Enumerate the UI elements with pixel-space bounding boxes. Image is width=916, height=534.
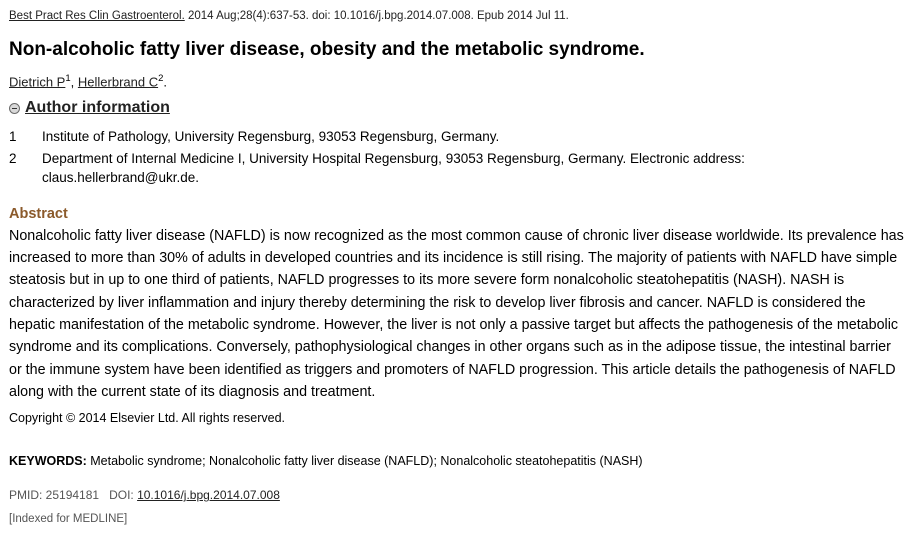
author-separator: . bbox=[163, 74, 168, 90]
affiliation-number: 1 bbox=[9, 129, 17, 145]
citation-details: 2014 Aug;28(4):637-53. doi: 10.1016/j.bpg.2014.07.008. Epub 2014 Jul 11. bbox=[184, 10, 569, 22]
list-item bbox=[9, 149, 905, 188]
article-title: Non-alcoholic fatty liver disease, obesity and the metabolic syndrome. bbox=[9, 39, 645, 60]
author-link-dietrich[interactable]: Dietrich P bbox=[9, 74, 66, 90]
author-link-hellerbrand[interactable]: Hellerbrand C bbox=[77, 74, 159, 90]
citation-line bbox=[9, 9, 905, 23]
affiliation-list bbox=[9, 127, 905, 188]
affiliation-number: 2 bbox=[9, 150, 17, 166]
doi-label: DOI: bbox=[109, 488, 138, 503]
keywords-text: Metabolic syndrome; Nonalcoholic fatty liver disease (NAFLD); Nonalcoholic steatohepatitis (NASH) bbox=[86, 454, 643, 469]
abstract-heading: Abstract bbox=[9, 205, 68, 222]
author-info-toggle[interactable] bbox=[9, 98, 905, 118]
author-list bbox=[9, 71, 905, 90]
copyright-notice: Copyright © 2014 Elsevier Ltd. All rights reserved. bbox=[9, 411, 286, 426]
list-item bbox=[9, 127, 905, 147]
affiliation-text: Institute of Pathology, University Regensburg, 93053 Regensburg, Germany. bbox=[42, 129, 500, 145]
minus-circle-icon[interactable] bbox=[9, 103, 20, 114]
keywords-label: KEYWORDS: bbox=[9, 454, 87, 469]
author-info-label[interactable]: Author information bbox=[25, 99, 170, 117]
indexed-note: [Indexed for MEDLINE] bbox=[9, 513, 128, 526]
keywords-line bbox=[9, 453, 905, 469]
abstract-page bbox=[9, 0, 905, 526]
affiliation-text: Department of Internal Medicine I, University Hospital Regensburg, 93053 Regensburg, Germany. Electronic address: claus.hellerbrand@ukr.de. bbox=[42, 150, 745, 186]
author-separator: , bbox=[70, 74, 78, 90]
abstract-body: Nonalcoholic fatty liver disease (NAFLD) is now recognized as the most common cause of chronic liver disease worldwide. Its prevalence has increased to more than 30% of adults in developed countries and its incidence is still rising. The majority of patients with NAFLD have simple steatosis but in up to one third of patients, NAFLD progresses to its more severe form nonalcoholic steatohepatitis (NASH). NASH is characterized by liver inflammation and injury thereby determining the risk to develop liver fibrosis and cancer. NAFLD is considered the hepatic manifestation of the metabolic syndrome. However, the liver is not only a passive target but affects the pathogenesis of the metabolic syndrome and its complications. Conversely, pathophysiological changes in other organs such as in the adipose tissue, the intestinal barrier or the immune system have been identified as triggers and promoters of NAFLD progression. This article details the pathogenesis of NAFLD along with the current state of its diagnosis and treatment. bbox=[9, 227, 904, 400]
author-affiliation-sup: 1 bbox=[65, 73, 71, 84]
pmid-text: PMID: 25194181 bbox=[9, 488, 100, 503]
journal-link[interactable]: Best Pract Res Clin Gastroenterol. bbox=[9, 10, 185, 22]
doi-link[interactable]: 10.1016/j.bpg.2014.07.008 bbox=[137, 488, 280, 503]
identifier-line bbox=[9, 488, 905, 503]
author-affiliation-sup: 2 bbox=[158, 73, 164, 84]
